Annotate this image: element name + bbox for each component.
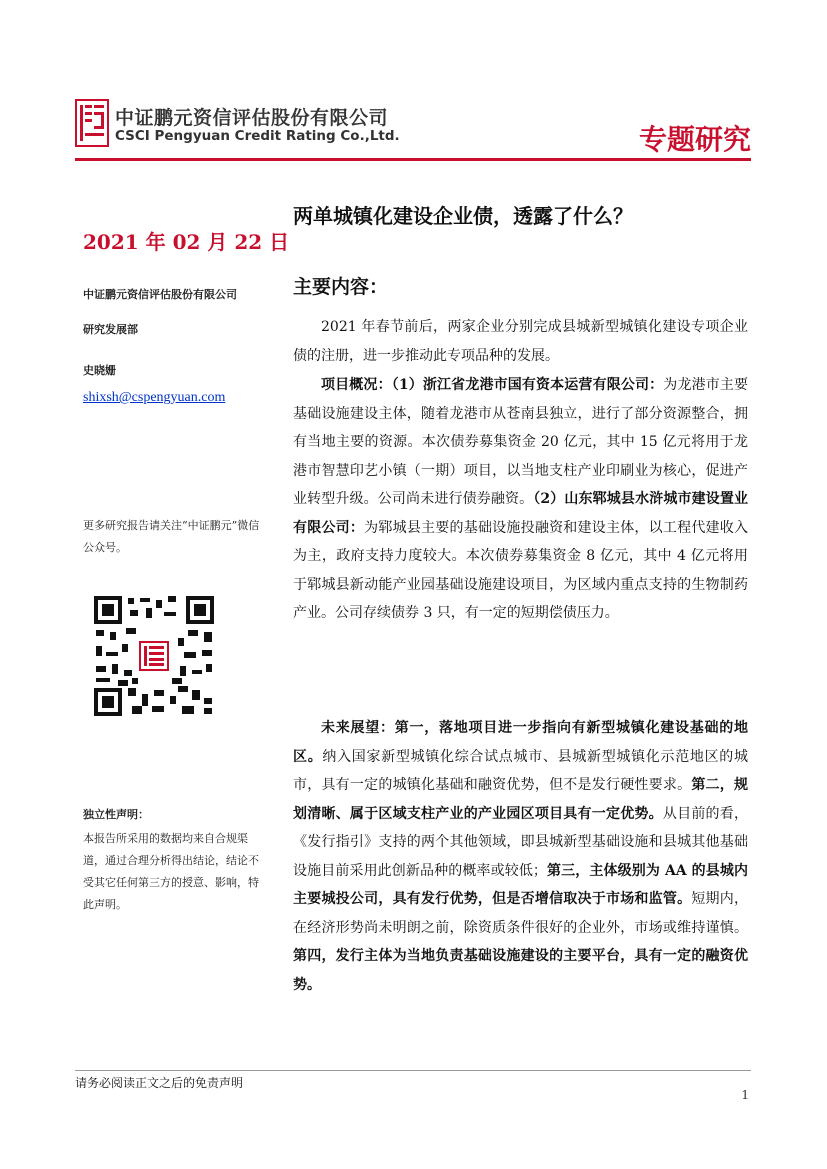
company-name-cn: 中证鹏元资信评估股份有限公司 [115,107,389,129]
author-department: 研究发展部 [83,323,138,336]
paragraph-project-overview [293,371,748,628]
project-overview-heading-2: （2）山东郓城县水浒城市建设置业有限公司： [293,491,748,536]
page-number: 1 [741,1088,749,1102]
outlook-point-4: 第四，发行主体为当地负责基础设施建设的主要平台，具有一定的融资优势。 [293,948,748,993]
qr-code-icon [92,594,216,718]
outlook-text-3: 短期内，在经济形势尚未明朗之前，除资质条件很好的企业外，市场或维持谨慎。 [293,891,749,936]
outlook-point-2: 第二，规划清晰、属于区域支柱产业的产业园区项目具有一定优势。 [293,777,749,822]
author-email-link[interactable]: shixsh@cspengyuan.com [83,390,226,405]
outlook-text-1: 纳入国家新型城镇化综合试点城市、县城新型城镇化示范地区的城市，具有一定的城镇化基础和融资优势，但不是发行硬性要求。 [293,748,749,793]
paragraph-outlook [293,714,748,999]
outlook-text-2: 从目前的看，《发行指引》支持的两个其他领域，即县城新型基础设施和县城其他基础设施目前采用此创新品种的概率或较低； [293,805,749,879]
section-title: 主要内容： [293,276,389,298]
report-date: 2021 年 02 月 22 日 [83,230,290,254]
follow-note: 更多研究报告请关注“中证鹏元”微信公众号。 [83,519,260,554]
independence-statement-title: 独立性声明： [83,808,149,821]
independence-statement-text: 本报告所采用的数据均来自合规渠道，通过合理分析得出结论，结论不受其它任何第三方的授意、影响，特此声明。 [83,832,259,911]
report-title: 两单城镇化建设企业债，透露了什么？ [293,204,633,228]
paragraph-intro [293,313,748,370]
company-name-en: CSCI Pengyuan Credit Rating Co.,Ltd. [115,128,400,144]
disclaimer-note: 请务必阅读正文之后的免责声明 [75,1076,244,1090]
author-name: 史晓姗 [83,364,116,377]
report-type-label: 专题研究 [638,123,751,156]
project-overview-text-2: 为郓城县主要的基础设施投融资和建设主体，以工程代建收入为主，政府支持力度较大。本次债券募集资金 8 亿元，其中 4 亿元将用于郓城县新动能产业园基础设施建设项目，为区域内重点支持的生物制药产业。公司存续债券 3 只，有一定的短期偿债压力。 [293,519,749,621]
header-divider [75,158,751,161]
author-organization: 中证鹏元资信评估股份有限公司 [83,288,237,301]
outlook-point-1: 未来展望：第一，落地项目进一步指向有新型城镇化建设基础的地区。 [293,720,748,765]
company-logo-icon [75,99,109,147]
footer-divider [75,1070,751,1071]
project-overview-heading: 项目概况：（1）浙江省龙港市国有资本运营有限公司： [321,377,664,393]
outlook-point-3: 第三，主体级别为 AA 的县城内主要城投公司，具有发行优势，但是否增信取决于市场和监管。 [293,862,748,907]
project-overview-text-1: 为龙港市主要基础设施建设主体，随着龙港市从苍南县独立，进行了部分资源整合，拥有当地主要的资源。本次债券募集资金 20 亿元，其中 15 亿元将用于龙港市智慧印艺小镇（一期）项目，以当地支柱产业印刷业为核心，促进产业转型升级。公司尚未进行债券融资。 [293,377,749,507]
paragraph-intro-text: 2021 年春节前后，两家企业分别完成县城新型城镇化建设专项企业债的注册，进一步推动此专项品种的发展。 [293,319,748,364]
